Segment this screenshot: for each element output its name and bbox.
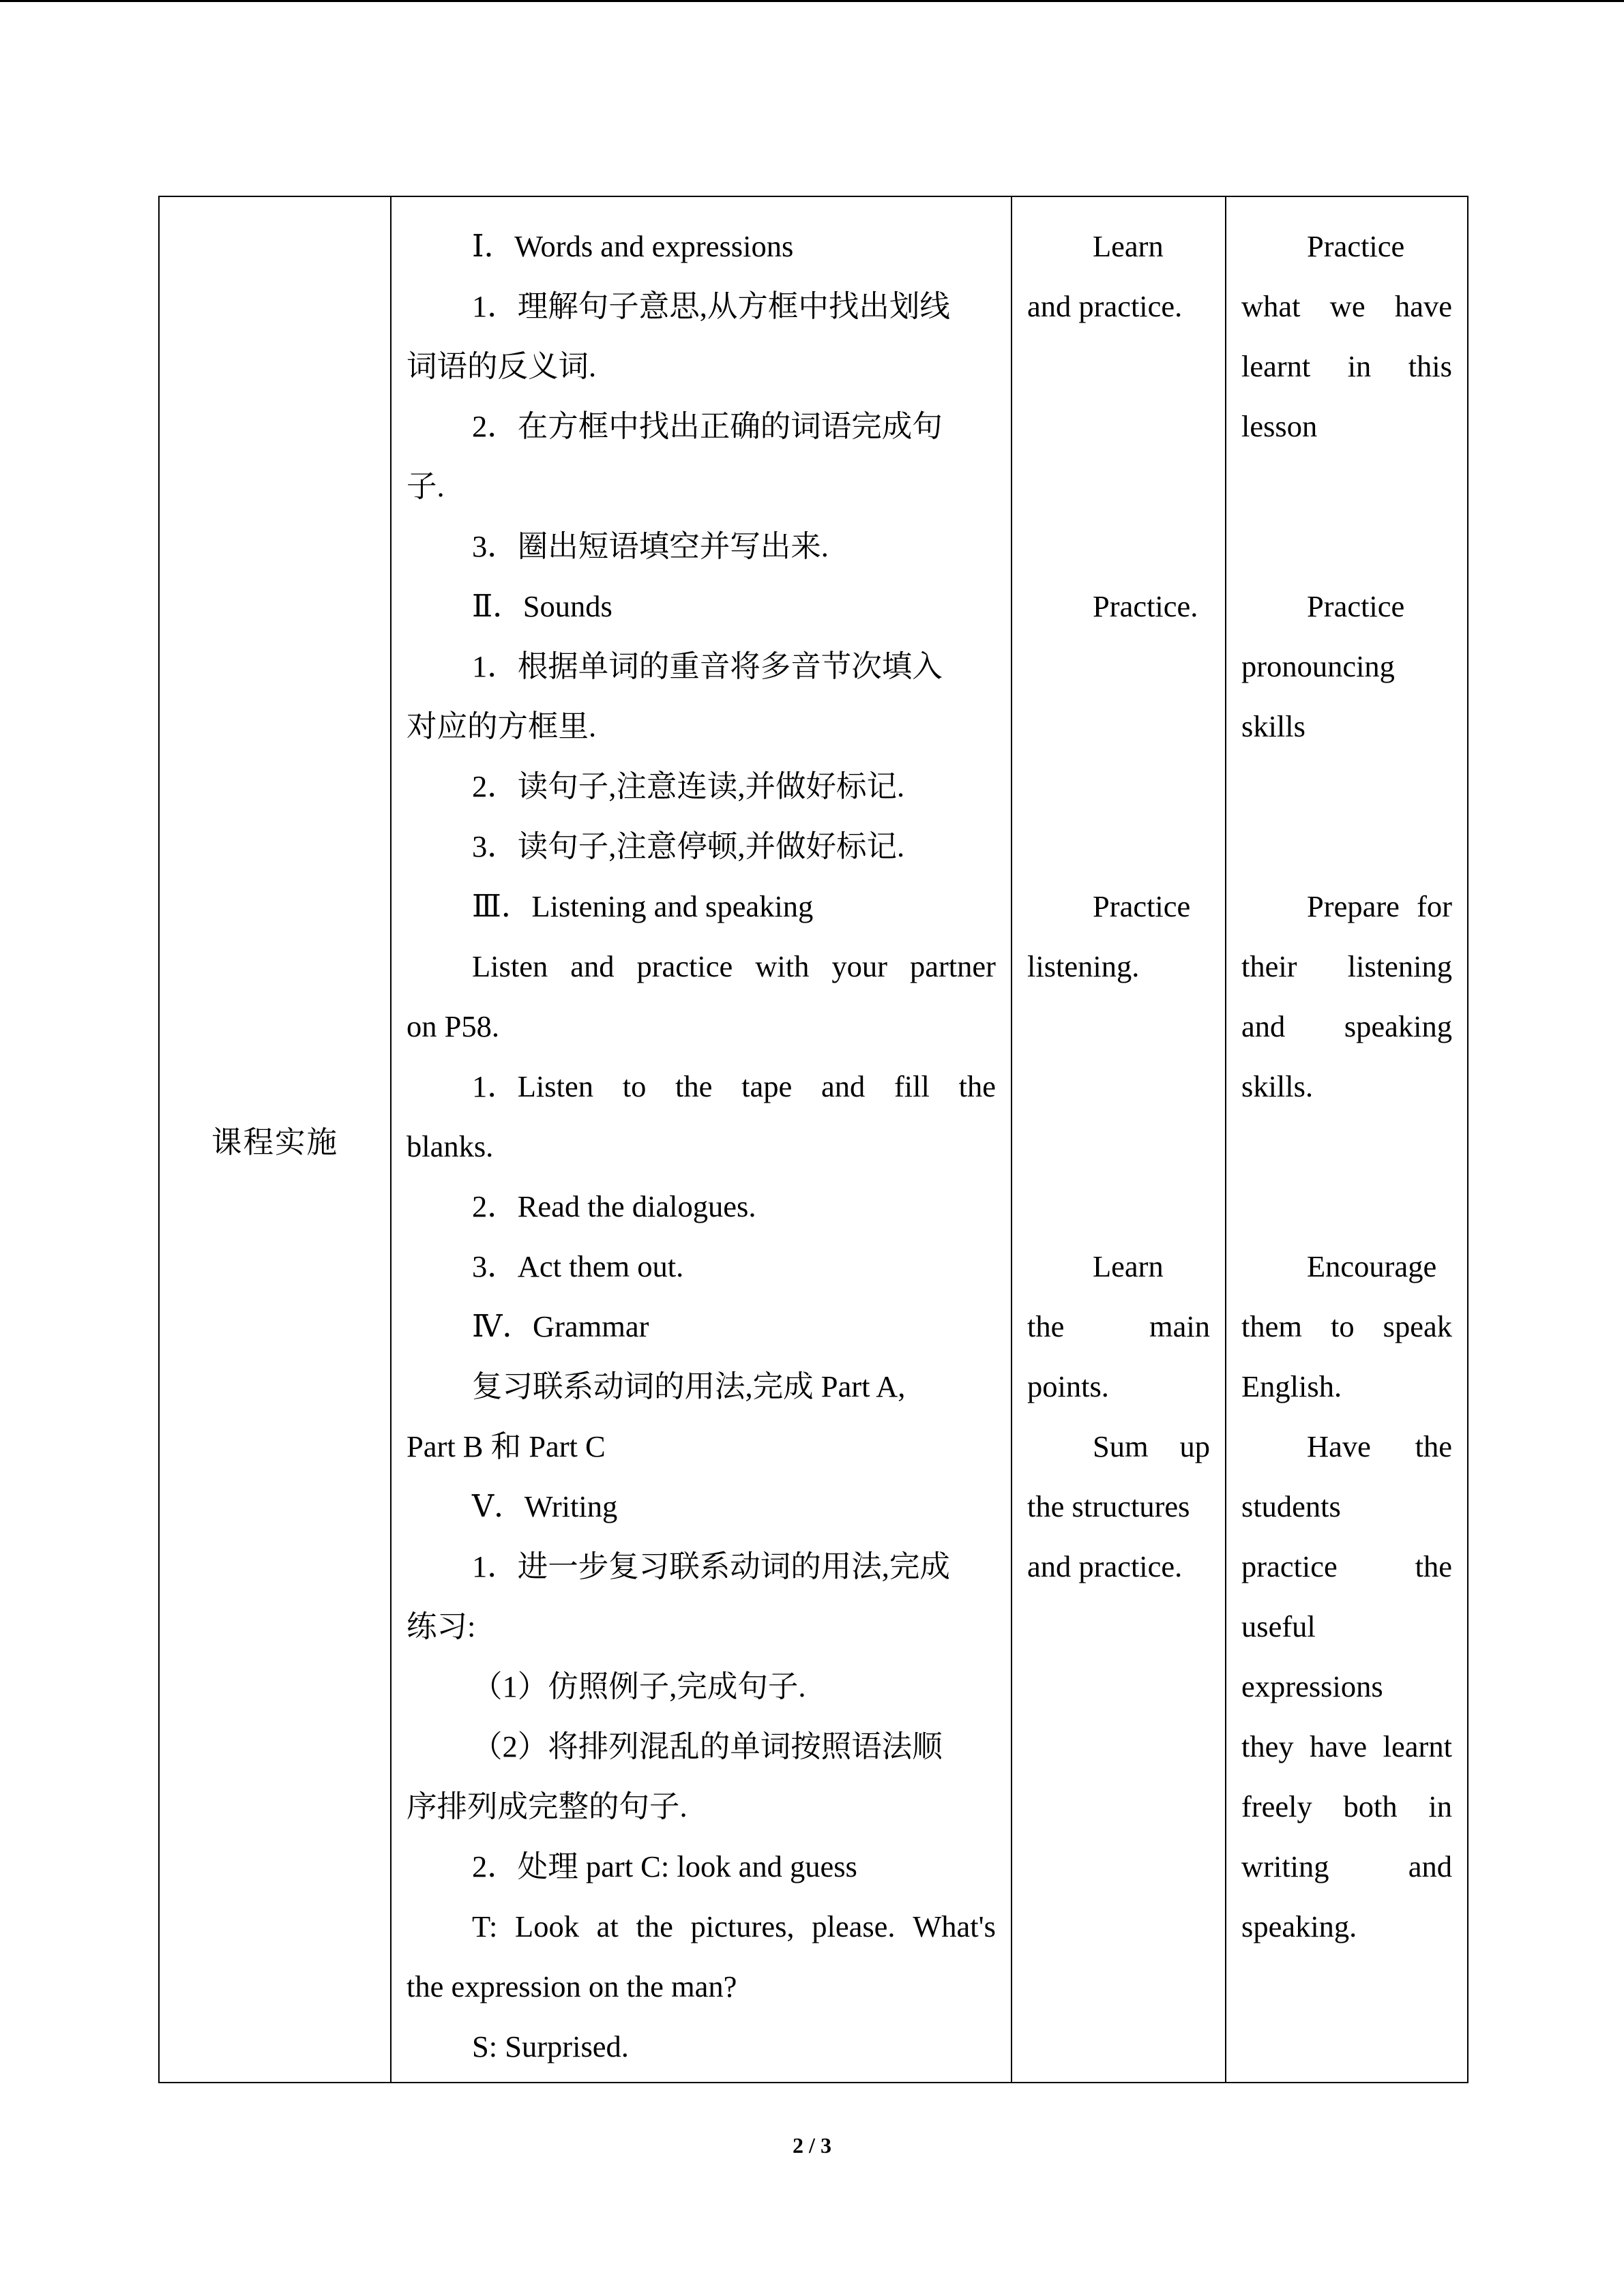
text-line bbox=[1027, 456, 1210, 516]
text-line: learnt in this bbox=[1241, 349, 1452, 383]
text-line: freely both in bbox=[1241, 1789, 1452, 1823]
text-line bbox=[1241, 1116, 1452, 1176]
text-line bbox=[1027, 336, 1210, 396]
text-line: skills. bbox=[1241, 1069, 1314, 1103]
text-line: （2）将排列混乱的单词按照语法顺 bbox=[472, 1729, 943, 1763]
text-line: Encourage bbox=[1307, 1249, 1437, 1283]
text-line: 2．Read the dialogues. bbox=[472, 1189, 756, 1223]
method-cell bbox=[1012, 196, 1226, 2083]
text-line: 2．读句子,注意连读,并做好标记. bbox=[472, 769, 905, 803]
purpose-cell bbox=[1226, 196, 1468, 2083]
text-line: the expression on the man? bbox=[407, 1969, 737, 2003]
text-line: S: Surprised. bbox=[472, 2029, 629, 2063]
text-line bbox=[1027, 996, 1210, 1056]
text-line: the structures bbox=[1027, 1489, 1190, 1523]
text-line bbox=[1241, 456, 1452, 516]
row-label-cell bbox=[159, 196, 391, 2083]
text-line: Ⅱ．Sounds bbox=[472, 589, 612, 623]
text-line bbox=[1027, 756, 1210, 816]
text-line bbox=[1027, 396, 1210, 456]
text-line bbox=[1027, 816, 1210, 876]
text-line: 序排列成完整的句子. bbox=[407, 1789, 688, 1823]
teaching-content-lines bbox=[392, 197, 1011, 2082]
text-line bbox=[1241, 516, 1452, 576]
text-line: 1．Listen to the tape and fill the bbox=[472, 1069, 996, 1103]
text-line: （1）仿照例子,完成句子. bbox=[472, 1669, 806, 1703]
text-line: T: Look at the pictures, please. What's bbox=[472, 1909, 996, 1943]
text-line: blanks. bbox=[407, 1129, 494, 1163]
text-line: on P58. bbox=[407, 1009, 499, 1043]
method-lines bbox=[1012, 197, 1225, 1602]
text-line: listening. bbox=[1027, 949, 1140, 983]
text-line bbox=[1241, 1176, 1452, 1236]
text-line: 词语的反义词. bbox=[407, 349, 597, 383]
text-line: 2．处理 part C: look and guess bbox=[472, 1849, 857, 1883]
text-line: 1．理解句子意思,从方框中找出划线 bbox=[472, 289, 950, 323]
text-line: Sum up bbox=[1093, 1429, 1210, 1463]
text-line: 1．进一步复习联系动词的用法,完成 bbox=[472, 1549, 950, 1583]
text-line: the main bbox=[1027, 1309, 1210, 1343]
text-line: lesson bbox=[1241, 409, 1318, 443]
text-line: pronouncing bbox=[1241, 649, 1395, 683]
text-line: Ⅴ．Writing bbox=[472, 1489, 618, 1523]
text-line: practice the bbox=[1241, 1549, 1452, 1583]
text-line: Listen and practice with your partner bbox=[472, 949, 996, 983]
text-line: skills bbox=[1241, 709, 1305, 743]
text-line: they have learnt bbox=[1241, 1729, 1452, 1763]
text-line bbox=[1027, 696, 1210, 756]
text-line: and speaking bbox=[1241, 1009, 1452, 1043]
text-line: English. bbox=[1241, 1369, 1342, 1403]
text-line: Practice. bbox=[1093, 589, 1198, 623]
text-line: 子. bbox=[407, 469, 445, 503]
text-line: Practice bbox=[1307, 229, 1405, 263]
text-line: 复习联系动词的用法,完成 Part A, bbox=[472, 1369, 906, 1403]
text-line: what we have bbox=[1241, 289, 1452, 323]
text-line: and practice. bbox=[1027, 1549, 1183, 1583]
table-row bbox=[159, 196, 1468, 2083]
text-line bbox=[1241, 816, 1452, 876]
text-line: Practice bbox=[1307, 589, 1405, 623]
text-line: their listening bbox=[1241, 949, 1452, 983]
text-line bbox=[1027, 516, 1210, 576]
text-line: 3．圈出短语填空并写出来. bbox=[472, 529, 829, 563]
page-number: 2 / 3 bbox=[793, 2133, 831, 2158]
top-border-line bbox=[0, 0, 1624, 2]
text-line: 3．读句子,注意停顿,并做好标记. bbox=[472, 829, 905, 863]
text-line: Part B 和 Part C bbox=[407, 1429, 606, 1463]
teaching-content-cell bbox=[391, 196, 1012, 2083]
text-line: Learn bbox=[1093, 1249, 1164, 1283]
text-line: Learn bbox=[1093, 229, 1164, 263]
text-line: 1．根据单词的重音将多音节次填入 bbox=[472, 649, 943, 683]
row-label: 课程实施 bbox=[211, 1125, 338, 1159]
lesson-plan-table bbox=[158, 196, 1468, 2083]
text-line: 练习: bbox=[407, 1609, 476, 1643]
text-line: Ⅰ．Words and expressions bbox=[472, 229, 794, 263]
text-line bbox=[1027, 636, 1210, 696]
text-line: 3．Act them out. bbox=[472, 1249, 684, 1283]
text-line: Have the bbox=[1307, 1429, 1452, 1463]
text-line: 2．在方框中找出正确的词语完成句 bbox=[472, 409, 943, 443]
text-line: students bbox=[1241, 1489, 1341, 1523]
text-line: and practice. bbox=[1027, 289, 1183, 323]
text-line: Practice bbox=[1093, 889, 1191, 923]
purpose-lines bbox=[1226, 197, 1467, 1962]
text-line bbox=[1027, 1176, 1210, 1236]
text-line: 对应的方框里. bbox=[407, 709, 597, 743]
text-line: speaking. bbox=[1241, 1909, 1357, 1943]
text-line bbox=[1241, 756, 1452, 816]
text-line: Ⅳ．Grammar bbox=[472, 1309, 649, 1343]
text-line: writing and bbox=[1241, 1849, 1452, 1883]
text-line: expressions bbox=[1241, 1669, 1383, 1703]
text-line bbox=[1027, 1056, 1210, 1116]
text-line: points. bbox=[1027, 1369, 1109, 1403]
text-line bbox=[1027, 1116, 1210, 1176]
text-line: Ⅲ．Listening and speaking bbox=[472, 889, 814, 923]
text-line: them to speak bbox=[1241, 1309, 1452, 1343]
text-line: Prepare for bbox=[1307, 889, 1452, 923]
text-line: useful bbox=[1241, 1609, 1316, 1643]
